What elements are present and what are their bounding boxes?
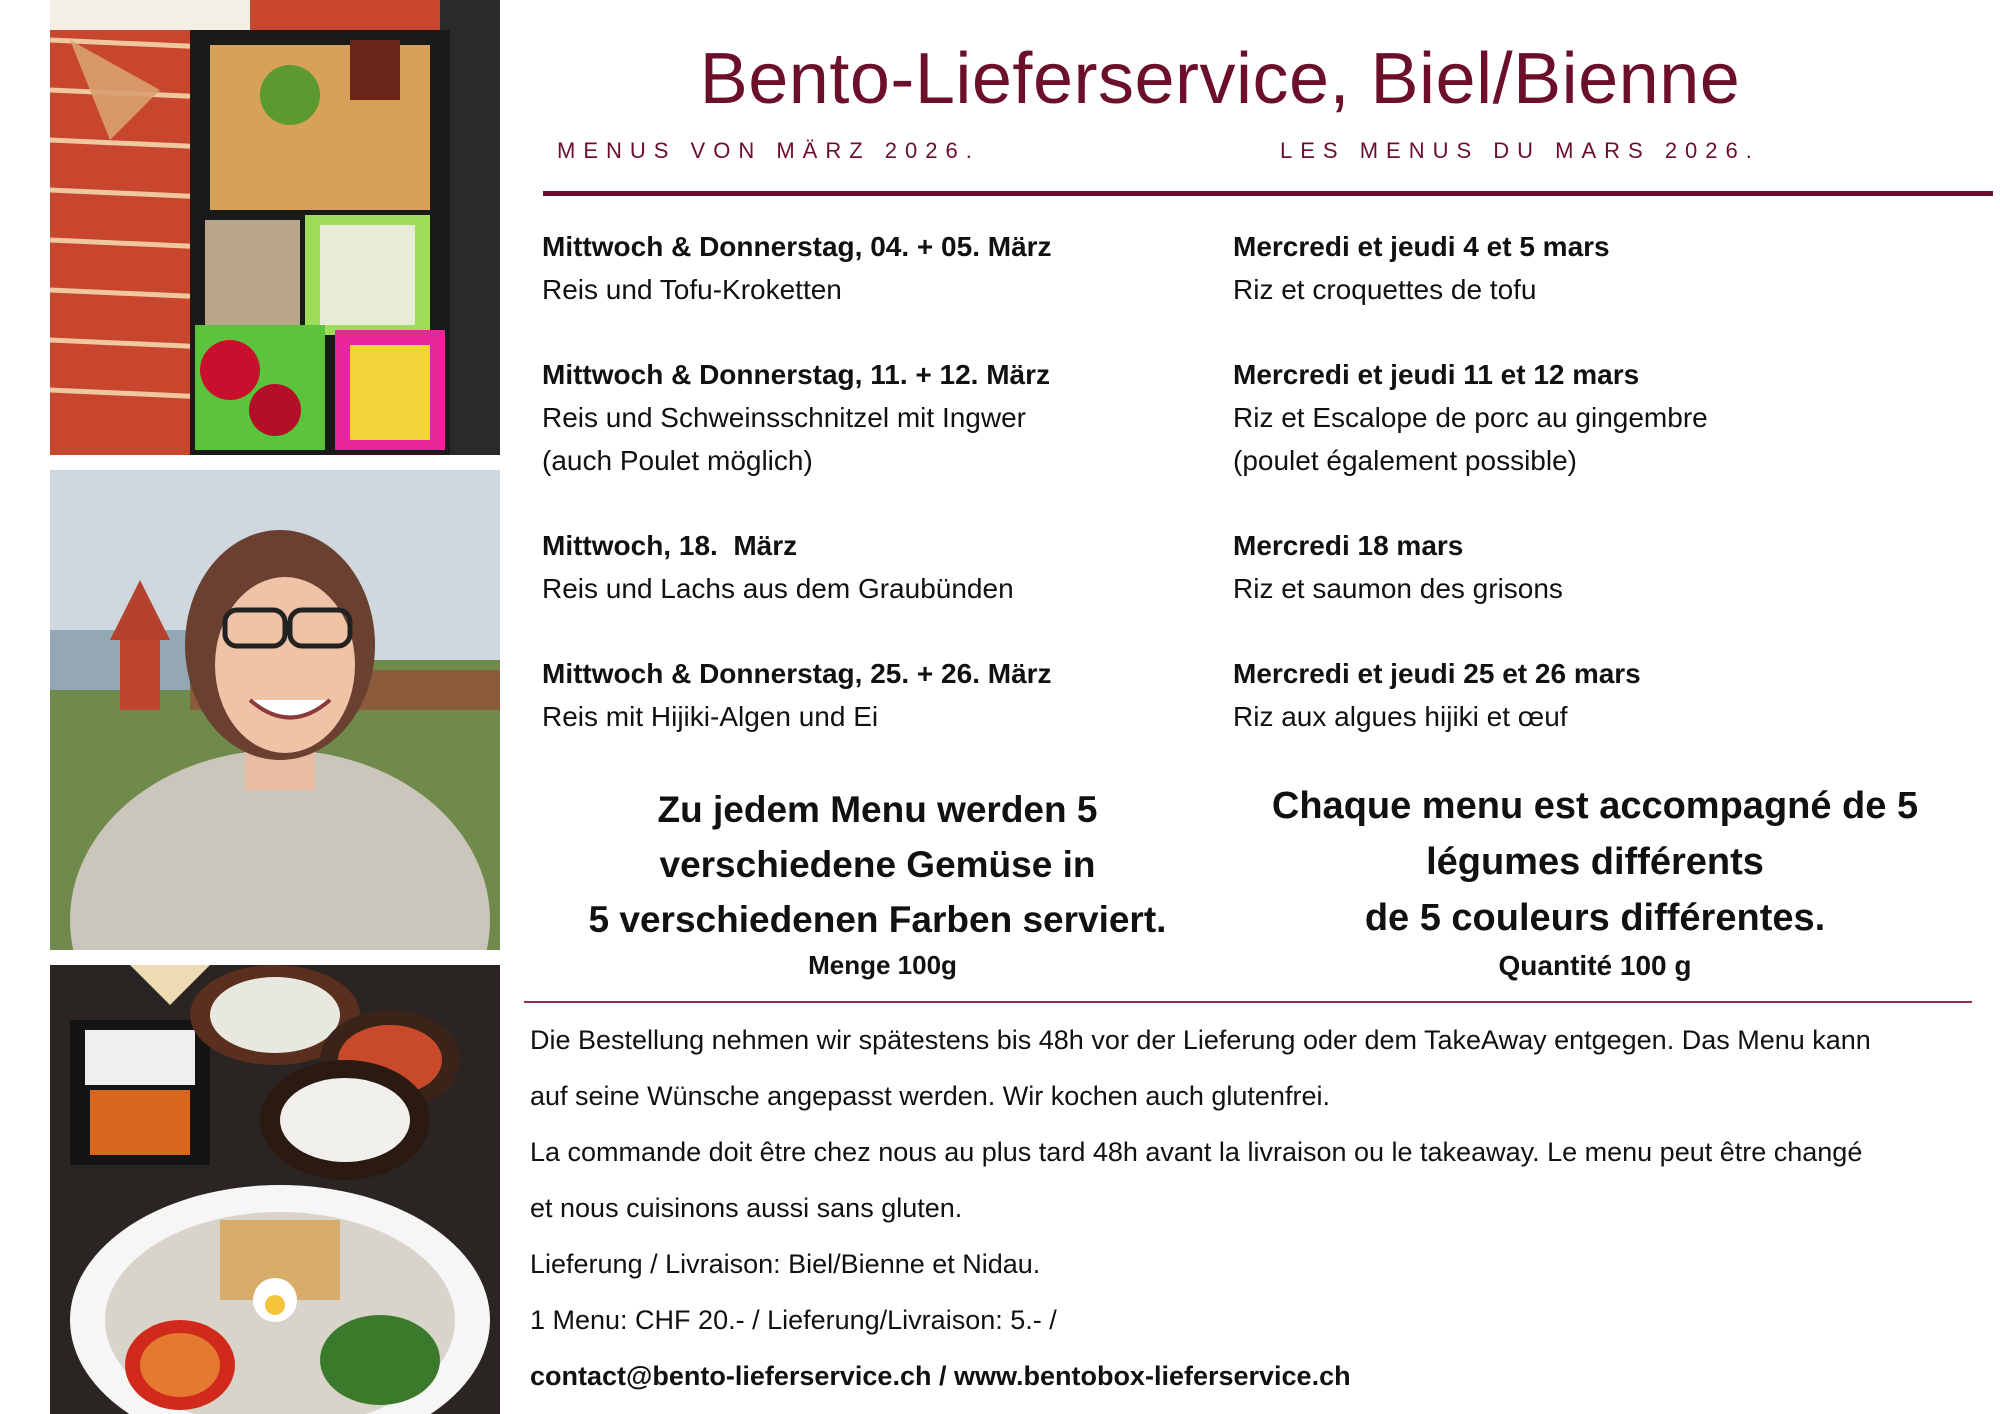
- promo-line: de 5 couleurs différentes.: [1364, 897, 1826, 939]
- info-divider: [524, 1001, 1972, 1003]
- vegetable-note-fr: [1225, 778, 1965, 946]
- menu-entry: [1233, 524, 1893, 610]
- menu-date: Mercredi 18 mars: [1233, 530, 1464, 561]
- promo-line: Chaque menu est accompagné de 5: [1271, 785, 1919, 827]
- info-line: et nous cuisinons aussi sans gluten.: [530, 1193, 963, 1223]
- menu-date: Mercredi et jeudi 11 et 12 mars: [1233, 359, 1640, 390]
- menu-dish: Reis und Schweinsschnitzel mit Ingwer: [542, 402, 1026, 433]
- menu-dish: Reis mit Hijiki-Algen und Ei: [542, 701, 879, 732]
- contact-link[interactable]: contact@bento-lieferservice.ch / www.bentobox-lieferservice.ch: [530, 1361, 1351, 1391]
- portrait-photo: [50, 470, 500, 950]
- quantity-fr: Quantité 100 g: [1498, 950, 1692, 981]
- menu-note: (auch Poulet möglich): [542, 445, 813, 476]
- menu-date: Mercredi et jeudi 25 et 26 mars: [1233, 658, 1641, 689]
- menu-entry: [542, 353, 1202, 482]
- info-line: Die Bestellung nehmen wir spätestens bis 48h vor der Lieferung oder dem TakeAway entgegen. Das Menu kann: [530, 1025, 1871, 1055]
- promo-line: légumes différents: [1426, 841, 1764, 883]
- vegetable-note-de: [540, 782, 1215, 947]
- promo-line: 5 verschiedenen Farben serviert.: [588, 899, 1167, 940]
- menu-list-fr: [1233, 225, 1893, 780]
- menu-date: Mercredi et jeudi 4 et 5 mars: [1233, 231, 1610, 262]
- menu-entry: [542, 225, 1202, 311]
- menu-date: Mittwoch & Donnerstag, 04. + 05. März: [542, 231, 1052, 262]
- menu-entry: [1233, 652, 1893, 738]
- info-line: La commande doit être chez nous au plus tard 48h avant la livraison ou le takeaway. Le menu peut être changé: [530, 1137, 1863, 1167]
- promo-line: Zu jedem Menu werden 5: [657, 789, 1098, 830]
- menu-entry: [542, 524, 1202, 610]
- quantity-de: Menge 100g: [808, 950, 957, 980]
- menu-entry: [1233, 225, 1893, 311]
- promo-line: verschiedene Gemüse in: [659, 844, 1096, 885]
- delivery-area: Lieferung / Livraison: Biel/Bienne et Nidau.: [530, 1249, 1041, 1279]
- menu-date: Mittwoch & Donnerstag, 25. + 26. März: [542, 658, 1052, 689]
- menu-entry: [542, 652, 1202, 738]
- price-line: 1 Menu: CHF 20.- / Lieferung/Livraison: 5.- /: [530, 1305, 1057, 1335]
- header-divider: [543, 191, 1993, 196]
- ordering-info: [530, 1018, 1990, 1410]
- subtitle-fr: LES MENUS DU MARS 2026.: [1280, 138, 1760, 163]
- menu-dish: Riz et Escalope de porc au gingembre: [1233, 402, 1708, 433]
- bento-box-photo: [50, 0, 500, 455]
- menu-dish: Riz aux algues hijiki et œuf: [1233, 701, 1568, 732]
- menu-list-de: [542, 225, 1202, 780]
- subtitle-de: MENUS VON MÄRZ 2026.: [557, 138, 980, 163]
- menu-date: Mittwoch, 18. März: [542, 530, 798, 561]
- page-title: Bento-Lieferservice, Biel/Bienne: [699, 39, 1741, 119]
- menu-dish: Reis und Tofu-Kroketten: [542, 274, 842, 305]
- menu-date: Mittwoch & Donnerstag, 11. + 12. März: [542, 359, 1051, 390]
- menu-entry: [1233, 353, 1893, 482]
- menu-dish: Riz et saumon des grisons: [1233, 573, 1563, 604]
- menu-dish: Reis und Lachs aus dem Graubünden: [542, 573, 1014, 604]
- bento-plate-photo: [50, 965, 500, 1414]
- menu-dish: Riz et croquettes de tofu: [1233, 274, 1537, 305]
- info-line: auf seine Wünsche angepasst werden. Wir kochen auch glutenfrei.: [530, 1081, 1330, 1111]
- menu-note: (poulet également possible): [1233, 445, 1577, 476]
